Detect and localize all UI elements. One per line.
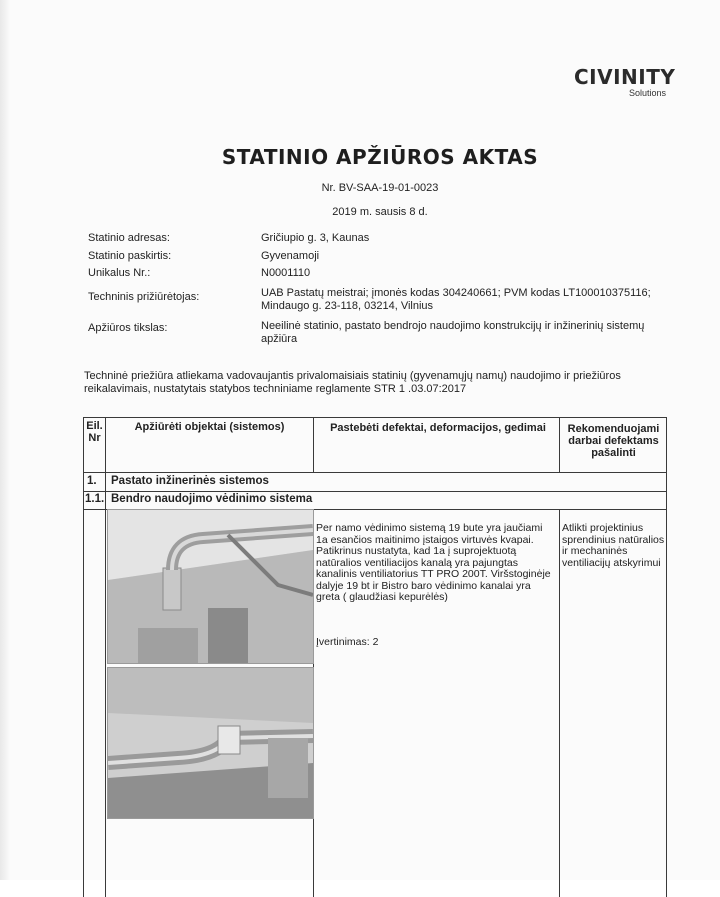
document-title: STATINIO APŽIŪROS AKTAS xyxy=(221,145,539,169)
info-value: Gričiupio g. 3, Kaunas xyxy=(261,232,370,244)
section-1-nr: 1. xyxy=(87,475,97,487)
logo-wordmark: CIVINITY xyxy=(574,65,676,89)
recommended-works: Atlikti projektinius sprendinius natūralios ir mechaninės ventiliacijų atskyrimui xyxy=(562,522,665,569)
header-objects: Apžiūrėti objektai (sistemos) xyxy=(134,421,285,433)
defect-description xyxy=(316,523,556,604)
info-label: Statinio paskirtis: xyxy=(88,250,172,262)
ventilation-duct-photo-1 xyxy=(107,509,314,664)
table-border xyxy=(105,417,106,509)
header-recommended: Rekomenduojami darbai defektams pašalinti xyxy=(567,423,660,459)
table-border xyxy=(559,417,560,473)
info-value: Gyvenamoji xyxy=(261,250,320,262)
ventilation-duct-photo-2 xyxy=(107,667,314,819)
info-value: Neeilinė statinio, pastato bendrojo naudojimo konstrukcijų ir inžinerinių sistemų apžiūra xyxy=(261,320,645,345)
table-border xyxy=(83,417,84,897)
logo-subtitle: Solutions xyxy=(628,88,666,98)
header-nr: Eil. Nr xyxy=(86,420,103,444)
table-border xyxy=(313,417,314,473)
section-1-1-title: Bendro naudojimo vėdinimo sistema xyxy=(111,493,313,505)
table-border xyxy=(83,417,667,418)
document-number: Nr. BV-SAA-19-01-0023 xyxy=(321,182,439,194)
duct-photo-illustration xyxy=(108,510,313,663)
table-border xyxy=(83,472,667,473)
info-label: Apžiūros tikslas: xyxy=(88,322,168,334)
table-border xyxy=(105,509,106,897)
section-1-1-nr: 1.1. xyxy=(85,493,105,505)
duct-photo-illustration xyxy=(108,668,313,818)
table-border xyxy=(83,491,667,492)
table-border xyxy=(559,509,560,897)
section-1-title: Pastato inžinerinės sistemos xyxy=(111,475,269,487)
info-label: Unikalus Nr.: xyxy=(88,267,151,279)
info-value: N0001110 xyxy=(261,267,311,279)
condition-rating: Įvertinimas: 2 xyxy=(316,636,379,648)
intro-paragraph: Techninė priežiūra atliekama vadovaujantis privalomaisiais statinių (gyvenamųjų namų) naudojimo ir priežiūros reikalavimais, nustatytais statybos techniniame reglamente STR 1 .03.07:2017 xyxy=(84,370,621,395)
info-value: UAB Pastatų meistrai; įmonės kodas 304240661; PVM kodas LT100010375116; Mindaugo g. 23-118, 03214, Vilnius xyxy=(261,287,651,312)
table-border xyxy=(666,417,667,897)
info-label: Statinio adresas: xyxy=(88,232,170,244)
company-logo xyxy=(574,65,676,98)
scan-edge-shadow xyxy=(0,0,10,880)
info-label: Techninis prižiūrėtojas: xyxy=(88,291,200,303)
header-defects: Pastebėti defektai, deformacijos, gedimai xyxy=(330,422,546,434)
document-date: 2019 m. sausis 8 d. xyxy=(332,206,428,218)
defect-description-text: Per namo vėdinimo sistemą 19 bute yra jaučiami 1a esančios maitinimo įstaigos virtuvės kvapai. Patikrinus nustatyta, kad 1a į suprojektuotą natūralios ventiliacijos kanalą yra pajungtas kanalinis ventiliatorius TT PRO 200T. Viršstoginėje dalyje 19 bt ir Bistro baro vėdinimo kanalai yra greta ( glaudžiasi kepurėlės) xyxy=(316,522,551,603)
